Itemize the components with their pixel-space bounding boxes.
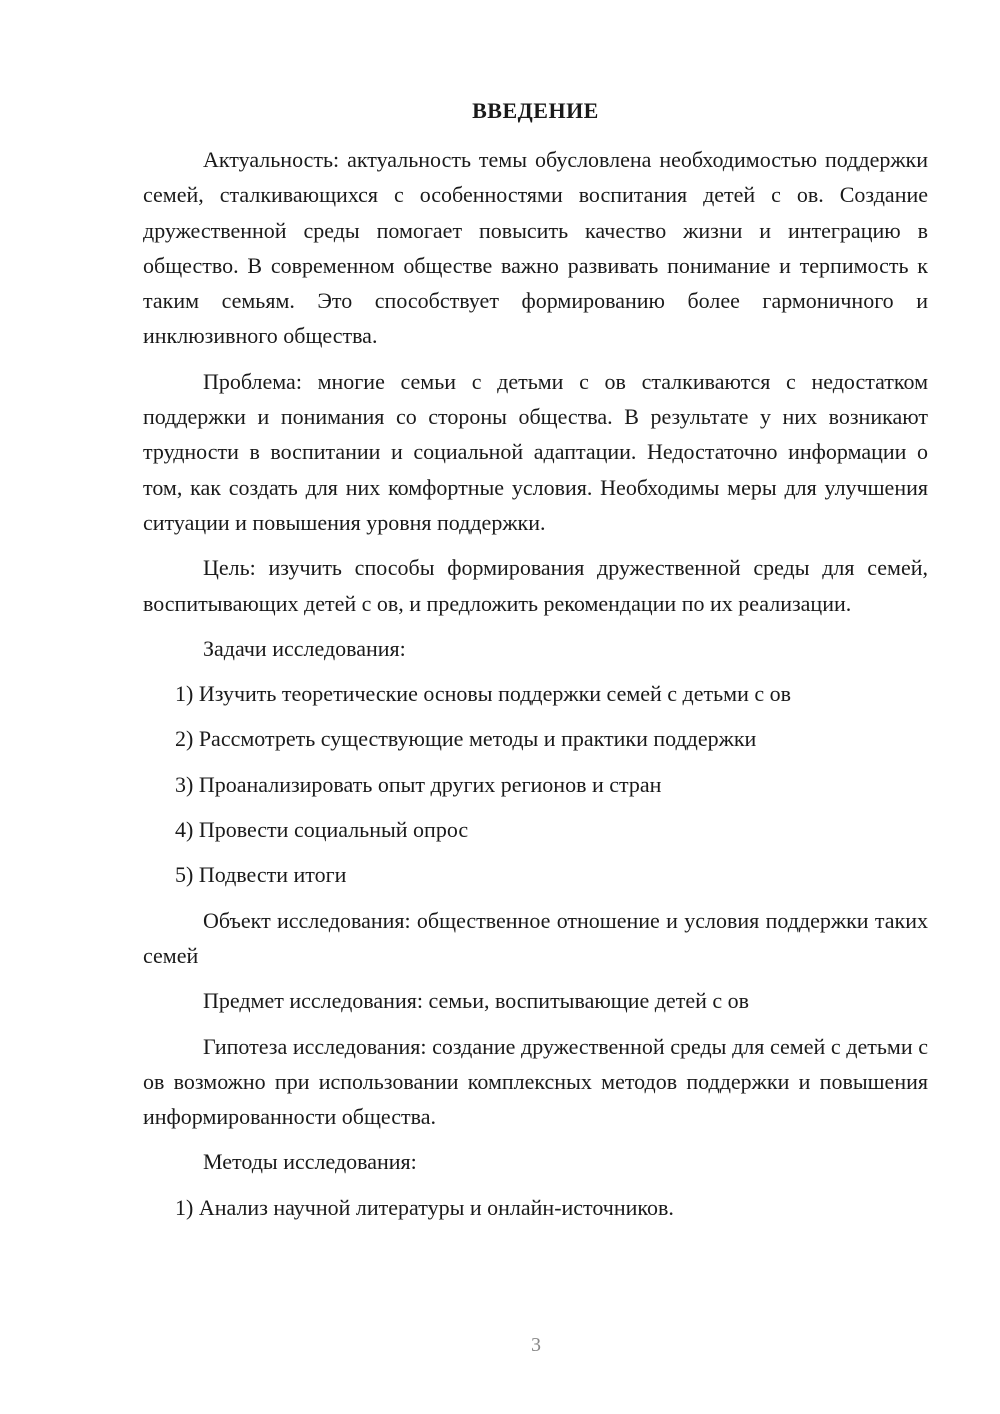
relevance-paragraph: Актуальность: актуальность темы обусловлена необходимостью поддержки семей, сталкивающихся с особенностями воспитания детей с ов. Создание дружественной среды помогает повысить качество жизни и интеграцию в общество. В современном обществе важно развивать понимание и терпимость к таким семьям. Это способствует формированию более гармоничного и инклюзивного общества. [143, 147, 928, 349]
task-item-1: 1) Изучить теоретические основы поддержки семей с детьми с ов [175, 681, 792, 707]
page-body [143, 142, 928, 1235]
task-item-5: 5) Подвести итоги [175, 862, 347, 888]
page-number: 3 [531, 1334, 541, 1356]
method-item-1: 1) Анализ научной литературы и онлайн-источников. [175, 1194, 674, 1220]
methods-heading: Методы исследования: [203, 1149, 417, 1175]
problem-paragraph: Проблема: многие семьи с детьми с ов сталкиваются с недостатком поддержки и понимания со стороны общества. В результате у них возникают трудности в воспитании и социальной адаптации. Недостаточно информации о том, как создать для них комфортные условия. Необходимы меры для улучшения ситуации и повышения уровня поддержки. [143, 368, 928, 535]
task-item-4: 4) Провести социальный опрос [175, 817, 469, 843]
hypothesis-paragraph: Гипотеза исследования: создание дружественной среды для семей с детьми с ов возможно при использовании комплексных методов поддержки и повышения информированности общества. [143, 1033, 928, 1130]
task-item-3: 3) Проанализировать опыт других регионов и стран [175, 771, 662, 797]
tasks-heading: Задачи исследования: [203, 635, 406, 661]
page-title: ВВЕДЕНИЕ [472, 98, 599, 123]
object-paragraph: Объект исследования: общественное отношение и условия поддержки таких семей [143, 907, 928, 968]
task-item-2: 2) Рассмотреть существующие методы и практики поддержки [175, 726, 757, 752]
subject-paragraph: Предмет исследования: семьи, воспитывающие детей с ов [203, 988, 750, 1014]
goal-paragraph: Цель: изучить способы формирования дружественной среды для семей, воспитывающих детей с ов, и предложить рекомендации по их реализации. [143, 555, 928, 616]
